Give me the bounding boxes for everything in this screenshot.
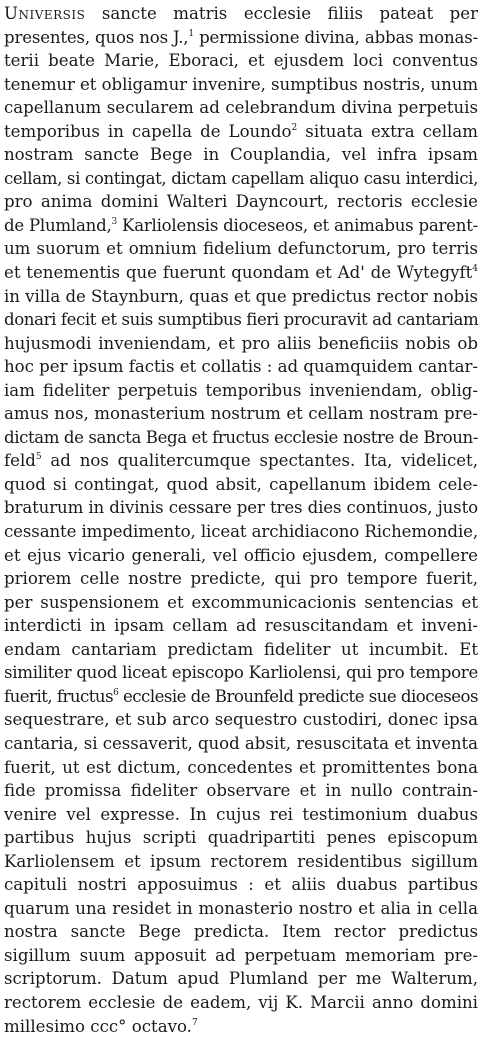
- text-line: [4, 661, 478, 685]
- text-line: [4, 850, 478, 874]
- text-segment: temporibus in capella de Loundo: [4, 121, 292, 141]
- footnote-marker: 3: [111, 216, 118, 227]
- text-line: [4, 214, 478, 238]
- text-segment: millesimo ccc° octavo.: [4, 1016, 192, 1036]
- text-segment: similiter quod liceat episcopo Karliolensi, qui pro tempore: [4, 663, 478, 683]
- text-line: [4, 591, 478, 615]
- text-segment: partibus hujus scripti quadripartiti penes episcopum: [4, 828, 478, 848]
- text-line: [4, 685, 478, 709]
- text-segment: per suspensionem et excommunicacionis sentencias et: [4, 592, 478, 612]
- footnote-marker: 5: [35, 452, 42, 463]
- text-line: [4, 237, 478, 261]
- text-segment: hoc per ipsum factis et collatis : ad quamquidem cantar-: [4, 357, 478, 377]
- text-line: [4, 379, 478, 403]
- text-segment: presentes, quos nos J.,: [4, 27, 189, 47]
- text-line: [4, 426, 478, 450]
- text-segment: quarum una residet in monasterio nostro et alia in cella: [4, 898, 478, 918]
- text-line: [4, 496, 478, 520]
- text-segment: capituli nostri apposuimus : et aliis duabus partibus: [4, 875, 478, 895]
- text-line: [4, 897, 478, 921]
- text-line: [4, 167, 478, 191]
- text-segment: permissione divina, abbas monas-: [193, 27, 478, 47]
- footnote-marker: 4: [472, 264, 478, 275]
- text-line: [4, 920, 478, 944]
- text-line: [4, 26, 478, 50]
- text-line: [4, 449, 478, 473]
- text-line: [4, 638, 478, 662]
- text-segment: sancte matris ecclesie filiis pateat per: [85, 4, 478, 23]
- text-segment: priorem celle nostre predicte, qui pro tempore fuerit,: [4, 569, 478, 589]
- text-segment: fuerit, fructus: [4, 686, 114, 706]
- text-segment: terii beate Marie, Eboraci, et ejusdem loci conventus: [4, 51, 478, 71]
- text-segment: Karliolensem et ipsum rectorem residentibus sigillum: [4, 851, 478, 871]
- text-segment: dictam de sancta Bega et fructus ecclesie nostre de Broun-: [4, 427, 478, 447]
- document-page: [4, 2, 478, 1038]
- text-segment: cantaria, si cessaverit, quod absit, resuscitata et inventa: [4, 733, 478, 753]
- text-line: [4, 567, 478, 591]
- text-line: [4, 143, 478, 167]
- text-segment: de Plumland,: [4, 215, 112, 235]
- text-segment: feld: [4, 451, 36, 471]
- text-line: [4, 732, 478, 756]
- charter-text: [4, 2, 478, 1038]
- text-segment: tenemur et obligamur invenire, sumptibus nostris, unum: [4, 74, 478, 94]
- text-segment: venire vel expresse. In cujus rei testimonium duabus: [4, 804, 478, 824]
- text-line: [4, 190, 478, 214]
- text-line: [4, 73, 478, 97]
- text-line: [4, 803, 478, 827]
- text-segment: nostram sancte Bege in Couplandia, vel infra ipsam: [4, 145, 478, 165]
- text-line: [4, 873, 478, 897]
- text-line: [4, 332, 478, 356]
- text-segment: braturum in divinis cessare per tres dies continuos, justo: [4, 498, 478, 518]
- text-segment: capellanum secularem ad celebrandum divina perpetuis: [4, 98, 478, 118]
- footnote-marker: 6: [113, 687, 119, 698]
- text-line: [4, 96, 478, 120]
- text-line: [4, 2, 478, 26]
- text-segment: in villa de Staynburn, quas et que predictus rector nobis: [4, 286, 478, 306]
- text-segment: situata extra cellam: [297, 121, 478, 141]
- text-segment: nostra sancte Bege predicta. Item rector predictus: [4, 922, 478, 942]
- text-segment: amus nos, monasterium nostrum et cellam nostram pre-: [4, 404, 478, 424]
- text-segment: fuerit, ut est dictum, concedentes et promittentes bona: [4, 757, 478, 777]
- text-line: [4, 544, 478, 568]
- text-segment: et ejus vicario generali, vel officio ejusdem, compellere: [4, 545, 478, 565]
- footnote-marker: 7: [191, 1017, 198, 1028]
- text-line: [4, 308, 478, 332]
- text-line: [4, 614, 478, 638]
- text-line: [4, 473, 478, 497]
- text-line: [4, 708, 478, 732]
- text-line: [4, 756, 478, 780]
- text-segment: Karliolensis dioceseos, et animabus parent-: [117, 215, 478, 235]
- text-segment: scriptorum. Datum apud Plumland per me Walterum,: [4, 969, 478, 989]
- text-segment: donari fecit et suis sumptibus fieri procuravit ad cantariam: [4, 310, 479, 330]
- text-segment: um suorum et omnium fidelium defunctorum, pro terris: [4, 239, 478, 259]
- text-line: [4, 355, 478, 379]
- text-line: [4, 1015, 478, 1038]
- text-segment: pro anima domini Walteri Dayncourt, rectoris ecclesie: [4, 192, 478, 212]
- text-line: [4, 261, 478, 285]
- text-segment: interdicti in ipsam cellam ad resuscitandam et inveni-: [4, 616, 478, 636]
- text-segment: hujusmodi inveniendam, et pro aliis beneficiis nobis ob: [4, 333, 478, 353]
- text-segment: sigillum suum apposuit ad perpetuam memoriam pre-: [4, 945, 478, 965]
- text-segment: rectorem ecclesie de eadem, vij K. Marcii anno domini: [4, 992, 478, 1012]
- text-segment: endam cantariam predictam fideliter ut incumbit. Et: [4, 639, 478, 659]
- text-line: [4, 826, 478, 850]
- text-line: [4, 49, 478, 73]
- text-line: [4, 967, 478, 991]
- text-line: [4, 120, 478, 144]
- text-segment: ecclesie de Brounfeld predicte sue dioceseos: [118, 686, 478, 706]
- text-segment: fide promissa fideliter observare et in nullo contrain-: [4, 781, 478, 801]
- text-segment: cellam, si contingat, dictam capellam aliquo casu interdici,: [4, 168, 478, 188]
- text-line: [4, 944, 478, 968]
- text-segment: iam fideliter perpetuis temporibus inveniendam, oblig-: [4, 380, 478, 400]
- text-segment: quod si contingat, quod absit, capellanum ibidem cele-: [4, 474, 478, 494]
- text-line: [4, 402, 478, 426]
- text-segment: ad nos qualitercumque spectantes. Ita, videlicet,: [41, 451, 478, 471]
- text-line: [4, 520, 478, 544]
- text-segment: et tenementis que fuerunt quondam et Ad' de Wytegyft: [4, 263, 473, 283]
- text-segment: sequestrare, et sub arco sequestro custodiri, donec ipsa: [4, 710, 478, 730]
- text-line: [4, 779, 478, 803]
- opening-word: Universis: [4, 4, 86, 23]
- text-line: [4, 991, 478, 1015]
- footnote-marker: 1: [188, 28, 194, 39]
- footnote-marker: 2: [291, 122, 298, 133]
- text-line: [4, 285, 478, 309]
- text-segment: cessante impedimento, liceat archidiacono Richemondie,: [4, 522, 479, 542]
